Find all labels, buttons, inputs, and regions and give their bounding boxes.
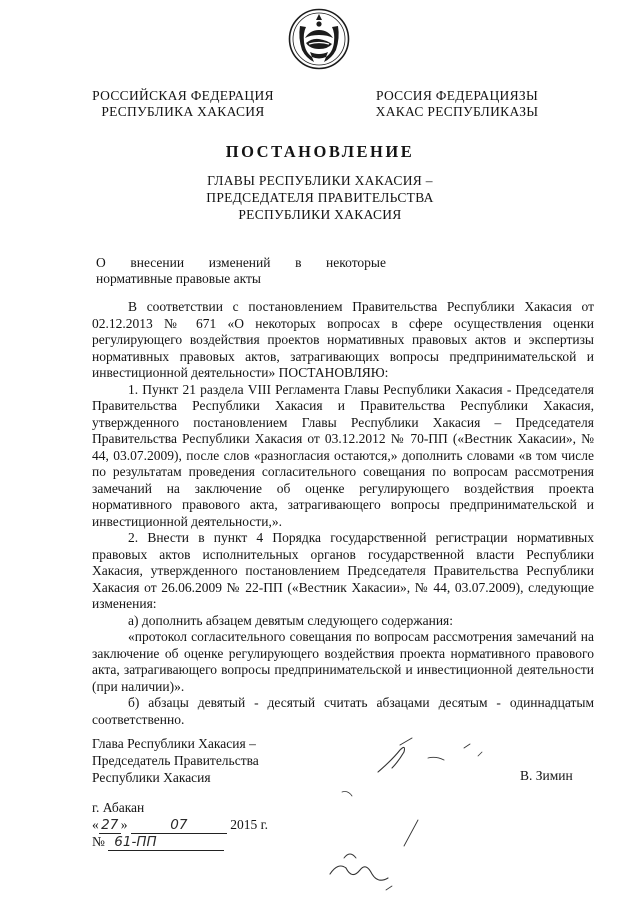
document-number: [92, 834, 224, 851]
subject-word: О: [96, 255, 106, 270]
position-line: Республики Хакасия: [92, 770, 211, 785]
issuer-line: ПРЕДСЕДАТЕЛЯ ПРАВИТЕЛЬСТВА: [206, 190, 434, 205]
date-year: 2015 г.: [230, 817, 269, 832]
header-country-kjh: РОССИЯ ФЕДЕРАЦИЯЗЫ: [375, 88, 539, 103]
body-paragraph-item-2b: б) абзацы девятый - десятый считать абзацами десятым - одиннадцатым соответственно.: [92, 695, 594, 727]
date-open-quote: «: [92, 817, 99, 832]
header-khakas: [352, 88, 562, 120]
body-paragraph-item-2a: а) дополнить абзацем девятым следующего содержания:: [128, 612, 454, 628]
position-line: Председатель Правительства: [92, 753, 259, 768]
issuer-line: ГЛАВЫ РЕСПУБЛИКИ ХАКАСИЯ –: [207, 173, 433, 188]
header-republic-ru: РЕСПУБЛИКА ХАКАСИЯ: [101, 104, 265, 119]
subject-word: внесении: [130, 255, 185, 270]
number-value: 61-ПП: [108, 835, 224, 851]
date-month: 07: [131, 818, 227, 834]
subject-word: в: [295, 255, 302, 270]
document-issuer: [120, 172, 520, 223]
position-line: Глава Республики Хакасия –: [92, 736, 256, 751]
document-title: ПОСТАНОВЛЕНИЕ: [225, 142, 415, 161]
body-paragraph-preamble: В соответствии с постановлением Правительства Республики Хакасия от 02.12.2013 № 671 «О некоторых вопросах в сфере осуществления оценки регулирующего воздействия проектов нормативных правовых актов и экспертизы нормативных правовых актов, затрагивающих вопросы предпринимательской и инвестиционной деятельности» ПОСТАНОВЛЯЮ:: [92, 299, 594, 380]
issue-date: [92, 817, 268, 834]
document-body: [92, 299, 594, 728]
issuer-line: РЕСПУБЛИКИ ХАКАСИЯ: [238, 207, 402, 222]
republic-of-khakassia-emblem-icon: [288, 8, 350, 70]
subject-word: изменений: [208, 255, 271, 270]
place-of-issue: г. Абакан: [92, 800, 145, 815]
body-paragraph-item-1: 1. Пункт 21 раздела VIII Регламента Главы Республики Хакасия - Председателя Правительства Республики Хакасия и Правительства Республики Хакасия, утвержденного постановлением Главы Республики Хакасия – Председателя Правительства Республики Хакасия от 03.12.2012 № 70-ПП («Вестник Хакасии», № 44, 03.07.2009), после слов «разногласия остаются,» дополнить словами «в том числе по результатам проведения согласительного совещания по вопросам рассмотрения замечаний на заключение об оценке регулирующего воздействия проекта нормативного правового акта, затрагивающего вопросы предпринимательской и инвестиционной деятельности,».: [92, 381, 594, 529]
subject-word: некоторые: [326, 255, 386, 270]
date-close-quote: »: [120, 817, 128, 832]
signatory-name: В. Зимин: [520, 768, 573, 783]
header-republic-kjh: ХАКАС РЕСПУБЛИКАЗЫ: [375, 104, 539, 119]
date-day: 27: [99, 818, 121, 834]
document-subject: [96, 255, 386, 287]
body-paragraph-item-2: 2. Внести в пункт 4 Порядка государственной регистрации нормативных правовых актов исполнительных органов государственной власти Республики Хакасия, утвержденного постановлением Председателя Правительства Республики Хакасия от 26.06.2009 № 22-ПП («Вестник Хакасии», № 44, 03.07.2009), следующие изменения:: [92, 530, 594, 611]
header-russian: [78, 88, 288, 120]
body-paragraph-item-2a-quote: «протокол согласительного совещания по вопросам рассмотрения замечаний на заключение об оценке регулирующего воздействия проекта нормативного правового акта, затрагивающего вопросы предпринимательской и инвестиционной деятельности (при наличии)».: [92, 629, 594, 694]
header-country-ru: РОССИЙСКАЯ ФЕДЕРАЦИЯ: [92, 88, 274, 103]
subject-line-2: нормативные правовые акты: [96, 271, 261, 286]
subject-line-1: [96, 255, 386, 271]
number-sign: №: [92, 834, 105, 849]
signatory-position: [92, 735, 259, 786]
margin-dot: [634, 470, 640, 476]
